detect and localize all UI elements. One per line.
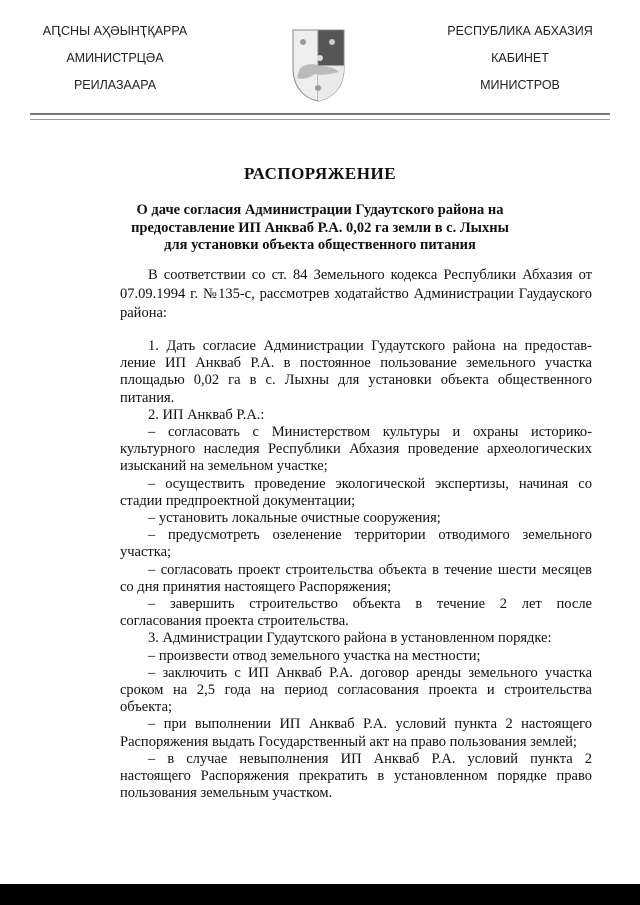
text-line: объекта; (120, 699, 173, 716)
header-divider (30, 113, 610, 120)
subject-line: предоставление ИП Анкваб Р.А. 0,02 га земли в с. Лыхны (131, 219, 509, 236)
header-line: РЕИЛАЗААРА (73, 78, 157, 92)
text-line: – произвести отвод земельного участка на местности; (148, 647, 481, 664)
coat-of-arms-icon (291, 28, 346, 103)
text-line: настоящего Распоряжения прекратить в установленном порядке право (120, 768, 592, 785)
scan-edge (0, 884, 640, 905)
text-line: – согласовать с Министерством культуры и охраны историко- (148, 424, 592, 441)
text-line: участка; (120, 544, 172, 561)
header-line: РЕСПУБЛИКА АБХАЗИЯ (447, 24, 593, 38)
text-line: 1. Дать согласие Администрации Гудаутского района на предостав- (148, 338, 592, 354)
document-body (120, 338, 592, 802)
document-subject (100, 202, 540, 255)
text-line: пользования земельным участком. (120, 785, 333, 802)
text-line: В соответствии со ст. 84 Земельного кодекса Республики Абхазия от (148, 267, 592, 283)
header-line: АМИНИСТРЦӘА (66, 51, 164, 65)
text-line: ление ИП Анкваб Р.А. в постоянное пользование земельного участка (120, 355, 592, 372)
text-line: 3. Администрации Гудаутского района в установленном порядке: (148, 630, 552, 647)
subject-line: для установки объекта общественного питания (164, 237, 476, 253)
header-russian (430, 18, 610, 99)
document-title: РАСПОРЯЖЕНИЕ (243, 164, 397, 183)
text-line: – осуществить проведение экологической экспертизы, начиная со (148, 475, 592, 492)
text-line: изысканий на земельном участке; (120, 458, 328, 475)
text-line: – согласовать проект строительства объекта в течение шести месяцев (148, 561, 592, 578)
subject-line: О даче согласия Администрации Гудаутского района на (136, 202, 504, 218)
header-abkhaz (30, 18, 200, 99)
text-line: согласования проекта строительства. (120, 613, 349, 630)
text-line: стадии предпроектной документации; (120, 492, 356, 509)
intro-paragraph (120, 266, 592, 323)
text-line: культурного наследия Республики Абхазия проведение археологических (120, 441, 592, 458)
text-line: – установить локальные очистные сооружения; (148, 510, 441, 527)
text-line: – завершить строительство объекта в течение 2 лет после (148, 596, 592, 613)
header-line: КАБИНЕТ (491, 51, 549, 65)
header-line: МИНИСТРОВ (480, 78, 560, 92)
text-line: Распоряжения выдать Государственный акт на право пользования землей; (120, 733, 577, 750)
header-line: АԤСНЫ АҲӘЫНҬҚАРРА (42, 24, 188, 38)
text-line: – при выполнении ИП Анкваб Р.А. условий пункта 2 настоящего (148, 716, 592, 733)
text-line: – предусмотреть озеленение территории отводимого земельного (148, 527, 592, 544)
text-line: – заключить с ИП Анкваб Р.А. договор аренды земельного участка (148, 664, 592, 681)
text-line: со дня принятия настоящего Распоряжения; (120, 578, 392, 595)
text-line: питания. (120, 389, 175, 406)
text-line: площадью 0,02 га в с. Лыхны для установки объекта общественного (120, 372, 592, 389)
text-line: сроком на 2,5 года на период согласования проекта и строительства (120, 682, 592, 699)
text-line: – в случае невыполнения ИП Анкваб Р.А. условий пункта 2 (148, 750, 592, 767)
text-line: 2. ИП Анкваб Р.А.: (148, 406, 265, 423)
text-line: 07.09.1994 г. №135-с, рассмотрев ходатайство Администрации Гаудауского (120, 286, 592, 302)
text-line: района: (120, 305, 167, 321)
